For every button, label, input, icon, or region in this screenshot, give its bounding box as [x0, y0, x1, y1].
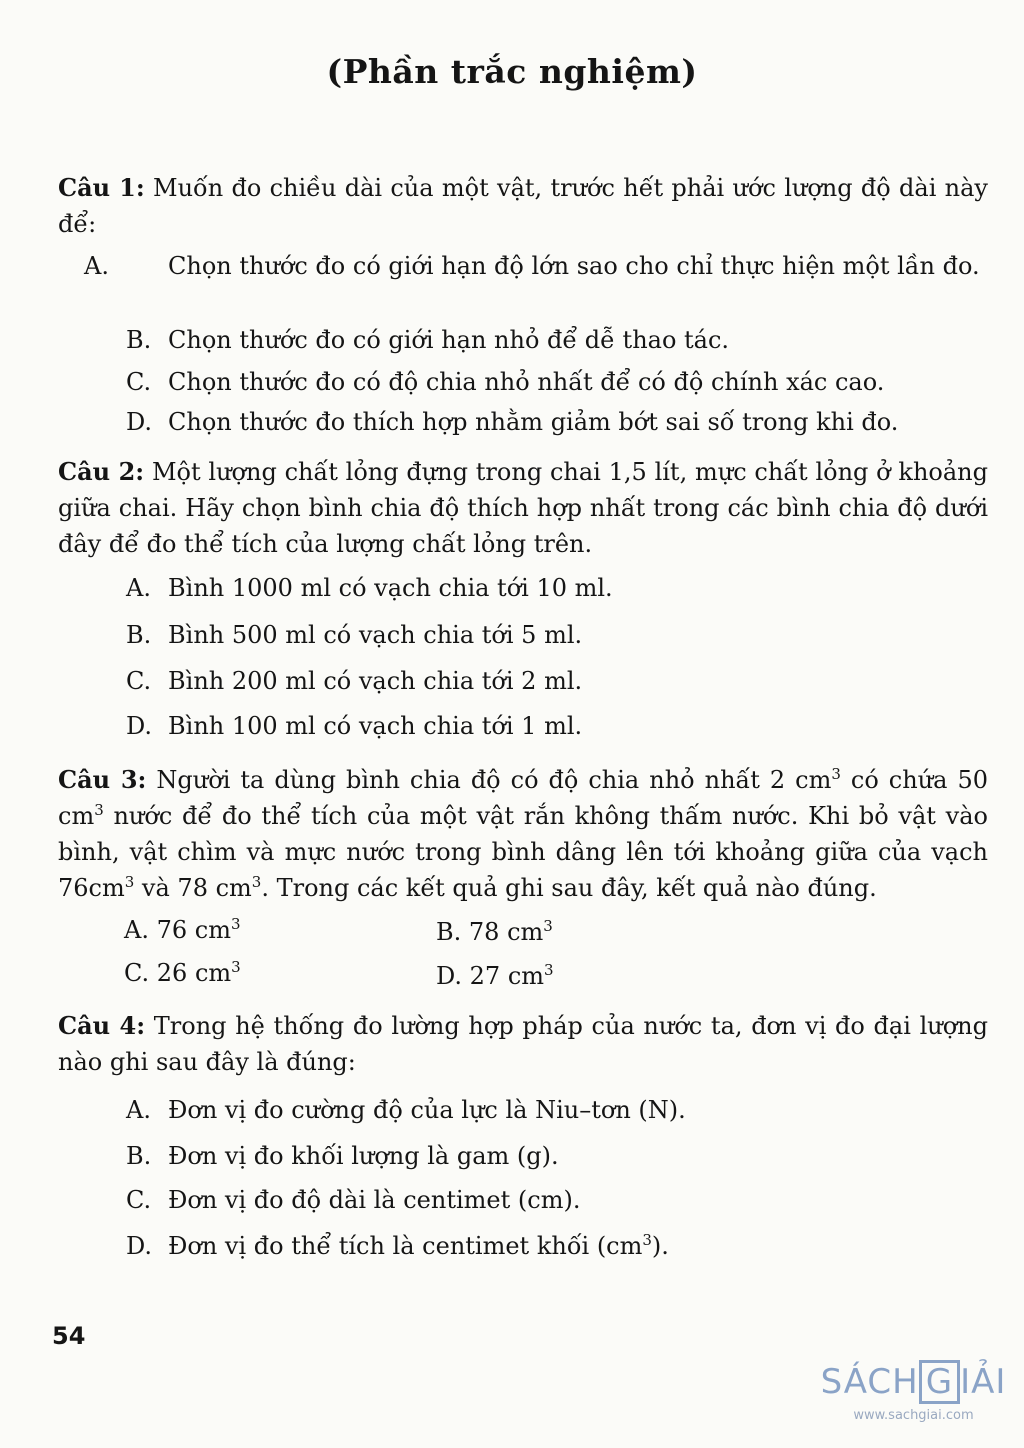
- watermark-logo: SÁCH G IẢI www.sachgiai.com: [811, 1360, 1016, 1423]
- q2-option-a: A. Bình 1000 ml có vạch chia tới 10 ml.: [126, 574, 613, 602]
- question-label: Câu 1:: [58, 173, 145, 202]
- q4-option-d: D. Đơn vị đo thể tích là centimet khối $(cm^3)$.: [126, 1231, 669, 1260]
- q4-option-b: B. Đơn vị đo khối lượng là gam (g).: [126, 1142, 559, 1170]
- question-3: [58, 762, 988, 906]
- question-1: [58, 170, 988, 242]
- q1-option-c: C. Chọn thước đo có độ chia nhỏ nhất để có độ chính xác cao.: [126, 368, 885, 396]
- q1-option-a: A. Chọn thước đo có giới hạn độ lớn sao cho chỉ thực hiện một lần đo.: [84, 252, 980, 280]
- q2-option-c: C. Bình 200 ml có vạch chia tới 2 ml.: [126, 667, 583, 695]
- question-text: Trong hệ thống đo lường hợp pháp của nước ta, đơn vị đo đại lượng nào ghi sau đây là đúng:: [58, 1012, 988, 1076]
- q3-option-b: B. 78 $cm^3$: [436, 917, 553, 946]
- q3-option-d: D. 27 $cm^3$: [436, 961, 554, 990]
- watermark-url: www.sachgiai.com: [853, 1408, 974, 1423]
- question-label: Câu 3:: [58, 765, 147, 794]
- q2-option-b: B. Bình 500 ml có vạch chia tới 5 ml.: [126, 621, 583, 649]
- question-2: [58, 454, 988, 562]
- q1-option-b: B. Chọn thước đo có giới hạn nhỏ để dễ thao tác.: [126, 326, 730, 354]
- page-number: 54: [52, 1322, 86, 1350]
- question-text: Muốn đo chiều dài của một vật, trước hết phải ước lượng độ dài này để:: [58, 174, 988, 238]
- q4-option-c: C. Đơn vị đo độ dài là centimet (cm).: [126, 1186, 581, 1214]
- q2-option-d: D. Bình 100 ml có vạch chia tới 1 ml.: [126, 712, 583, 740]
- question-text: Người ta dùng bình chia độ có độ chia nhỏ nhất 2 $cm^3$ có chứa 50 $cm^3$ nước để đo thể tích của một vật rắn không thấm nước. Khi bỏ vật vào bình, vật chìm và mực nước trong bình dâng lên tới khoảng giữa của vạch $76cm^3$ và 78 $cm^3$. Trong các kết quả ghi sau đây, kết quả nào đúng.: [58, 765, 989, 902]
- q1-option-d: D. Chọn thước đo thích hợp nhằm giảm bớt sai số trong khi đo.: [126, 408, 899, 436]
- q3-option-a: A. 76 $cm^3$: [124, 915, 241, 944]
- page-title: (Phần trắc nghiệm): [326, 52, 698, 91]
- q3-option-c: C. 26 $cm^3$: [124, 958, 241, 987]
- question-text: Một lượng chất lỏng đựng trong chai 1,5 lít, mực chất lỏng ở khoảng giữa chai. Hãy chọn bình chia độ thích hợp nhất trong các bình chia độ dưới đây để đo thể tích của lượng chất lỏng trên.: [58, 458, 988, 558]
- question-4: [58, 1008, 988, 1080]
- question-label: Câu 4:: [58, 1011, 146, 1040]
- q4-option-a: A. Đơn vị đo cường độ của lực là Niu–tơn (N).: [126, 1096, 686, 1124]
- question-label: Câu 2:: [58, 457, 145, 486]
